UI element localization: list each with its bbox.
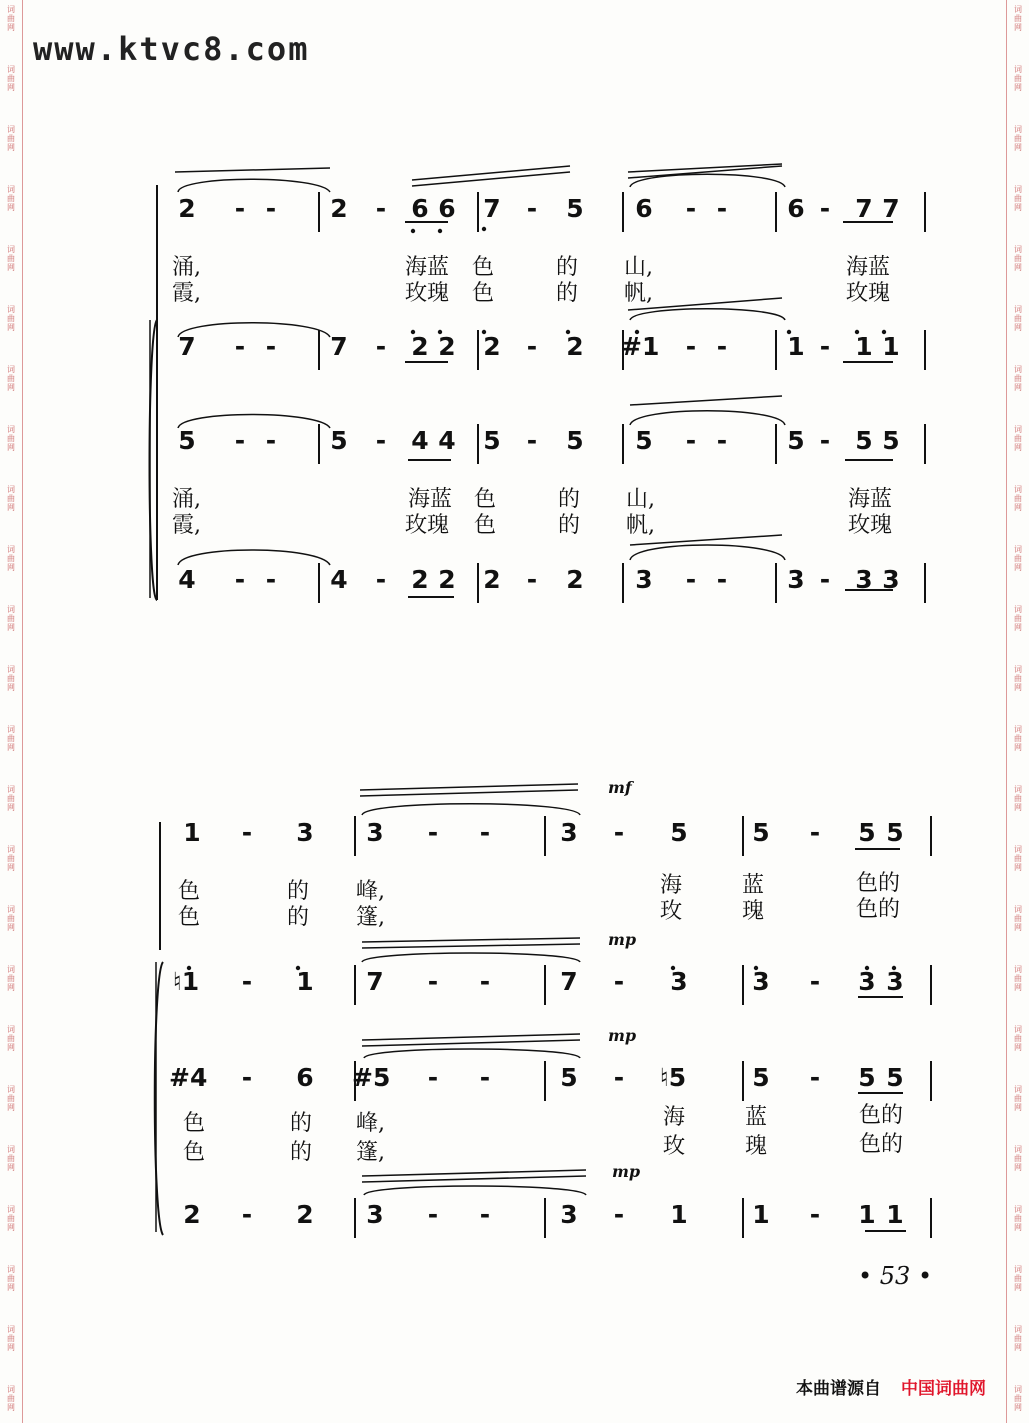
lyric: 的 [287, 879, 310, 904]
watermark-mark: 词 曲 网 [7, 1385, 15, 1412]
lyric: 的 [558, 487, 581, 512]
dash-note: - [716, 332, 728, 361]
dash-note: - [265, 194, 277, 223]
dash-note: - [234, 332, 246, 361]
lyric: 的 [290, 1140, 313, 1165]
watermark-mark: 词 曲 网 [1014, 845, 1022, 872]
lyric: 色 [183, 1111, 206, 1136]
jianpu-note: ♮5 [659, 1063, 687, 1092]
jianpu-note: 1 [183, 818, 201, 847]
watermark-mark: 词 曲 网 [7, 905, 15, 932]
jianpu-note: 5 [882, 426, 900, 455]
jianpu-note: 5 [855, 426, 873, 455]
jianpu-note: 7 [330, 332, 348, 361]
watermark-mark: 词 曲 网 [7, 65, 15, 92]
dash-note: - [809, 818, 821, 847]
jianpu-note: 6 [296, 1063, 314, 1092]
jianpu-note: 5 [886, 1063, 904, 1092]
watermark-mark: 词 曲 网 [1014, 245, 1022, 272]
dash-note: - [375, 332, 387, 361]
watermark-mark: 词 曲 网 [7, 1325, 15, 1352]
jianpu-note: 2 [411, 332, 429, 361]
dash-note: - [613, 1063, 625, 1092]
watermark-mark: 词 曲 网 [7, 5, 15, 32]
jianpu-note: 1 [855, 332, 873, 361]
lyric: 帆, [624, 281, 653, 306]
jianpu-note: 5 [886, 818, 904, 847]
jianpu-note: 7 [178, 332, 196, 361]
barline [544, 816, 546, 856]
jianpu-note: 5 [560, 1063, 578, 1092]
s2-part-4-notes [0, 1198, 1029, 1232]
lyric: 色的 [859, 1103, 904, 1128]
watermark-mark: 词 曲 网 [1014, 485, 1022, 512]
barline [544, 1061, 546, 1101]
dash-note: - [685, 332, 697, 361]
jianpu-note: 5 [752, 818, 770, 847]
lyric: 玫瑰 [846, 281, 891, 306]
jianpu-note: 3 [752, 967, 770, 996]
lyric: 海 [663, 1105, 686, 1130]
lyric: 涌, [172, 487, 201, 512]
lyric: 色的 [859, 1132, 904, 1157]
jianpu-note: 2 [566, 332, 584, 361]
watermark-mark: 词 曲 网 [1014, 665, 1022, 692]
dash-note: - [685, 565, 697, 594]
lyric: 瑰 [745, 1134, 768, 1159]
watermark-mark: 词 曲 网 [7, 1025, 15, 1052]
watermark-mark: 词 曲 网 [1014, 605, 1022, 632]
s2-part-3-notes [0, 1061, 1029, 1095]
lyric: 色的 [856, 897, 901, 922]
lyric: 霞, [172, 513, 201, 538]
watermark-mark: 词 曲 网 [7, 665, 15, 692]
lyric: 篷, [356, 1140, 385, 1165]
jianpu-note: 5 [858, 818, 876, 847]
jianpu-note: 2 [330, 194, 348, 223]
watermark-mark: 词 曲 网 [1014, 65, 1022, 92]
barline [742, 965, 744, 1005]
watermark-mark: 词 曲 网 [7, 485, 15, 512]
jianpu-note: 6 [787, 194, 805, 223]
lyric: 色 [178, 905, 201, 930]
jianpu-note: 2 [566, 565, 584, 594]
lyric: 的 [558, 513, 581, 538]
dash-note: - [479, 818, 491, 847]
jianpu-note: 3 [635, 565, 653, 594]
watermark-mark: 词 曲 网 [1014, 905, 1022, 932]
jianpu-note: 6 [411, 194, 429, 223]
lyric: 的 [556, 281, 579, 306]
dash-note: - [685, 426, 697, 455]
barline [544, 965, 546, 1005]
dash-note: - [526, 426, 538, 455]
lyric: 色 [183, 1140, 206, 1165]
watermark-mark: 词 曲 网 [1014, 305, 1022, 332]
lyric: 玫瑰 [848, 513, 893, 538]
watermark-mark: 词 曲 网 [7, 965, 15, 992]
barline [742, 1198, 744, 1238]
watermark-mark: 词 曲 网 [7, 1265, 15, 1292]
jianpu-note: 2 [483, 332, 501, 361]
dash-note: - [265, 426, 277, 455]
jianpu-note: 7 [855, 194, 873, 223]
watermark-mark: 词 曲 网 [7, 305, 15, 332]
dash-note: - [234, 194, 246, 223]
dash-note: - [809, 1200, 821, 1229]
jianpu-note: 3 [787, 565, 805, 594]
dash-note: - [265, 332, 277, 361]
barline [742, 1061, 744, 1101]
jianpu-note: 7 [882, 194, 900, 223]
lyric: 峰, [356, 879, 385, 904]
dash-note: - [809, 967, 821, 996]
jianpu-note: 7 [560, 967, 578, 996]
watermark-mark: 词 曲 网 [7, 185, 15, 212]
watermark-mark: 词 曲 网 [7, 785, 15, 812]
s2-part-2-notes [0, 965, 1029, 999]
jianpu-note: 6 [438, 194, 456, 223]
dash-note: - [716, 194, 728, 223]
lyric: 山, [624, 255, 653, 280]
dynamic-marking: mp [612, 1162, 641, 1181]
lyric: 海蓝 [408, 487, 453, 512]
watermark-mark: 词 曲 网 [7, 605, 15, 632]
watermark-mark: 词 曲 网 [1014, 185, 1022, 212]
jianpu-note: 1 [296, 967, 314, 996]
lyric: 色 [178, 879, 201, 904]
dash-note: - [819, 194, 831, 223]
dash-note: - [234, 565, 246, 594]
lyric: 色 [472, 281, 495, 306]
dash-note: - [716, 426, 728, 455]
lyric: 篷, [356, 905, 385, 930]
dash-note: - [241, 1063, 253, 1092]
lyric: 蓝 [742, 873, 765, 898]
footer-credit [796, 1374, 986, 1399]
jianpu-note: 3 [886, 967, 904, 996]
dash-note: - [613, 1200, 625, 1229]
barline [354, 1198, 356, 1238]
jianpu-note: 3 [366, 818, 384, 847]
jianpu-note: 7 [483, 194, 501, 223]
dash-note: - [716, 565, 728, 594]
dash-note: - [375, 565, 387, 594]
jianpu-note: 4 [178, 565, 196, 594]
lyric: 色 [474, 487, 497, 512]
watermark-mark: 词 曲 网 [1014, 1265, 1022, 1292]
lyric: 玫 [660, 899, 683, 924]
jianpu-note: 2 [296, 1200, 314, 1229]
watermark-mark: 词 曲 网 [1014, 965, 1022, 992]
watermark-mark: 词 曲 网 [7, 845, 15, 872]
lyric: 霞, [172, 281, 201, 306]
watermark-mark: 词 曲 网 [1014, 785, 1022, 812]
watermark-mark: 词 曲 网 [7, 125, 15, 152]
barline [544, 1198, 546, 1238]
jianpu-note: 5 [670, 818, 688, 847]
dash-note: - [427, 1200, 439, 1229]
dash-note: - [479, 1200, 491, 1229]
dash-note: - [265, 565, 277, 594]
jianpu-note: 2 [438, 565, 456, 594]
s2-part-1-notes [0, 816, 1029, 850]
watermark-mark: 词 曲 网 [7, 1205, 15, 1232]
dash-note: - [613, 818, 625, 847]
page-number: • 53 • [858, 1262, 933, 1290]
dash-note: - [241, 818, 253, 847]
lyric: 瑰 [742, 899, 765, 924]
jianpu-note: 2 [411, 565, 429, 594]
lyric: 玫 [663, 1134, 686, 1159]
jianpu-note: 2 [438, 332, 456, 361]
jianpu-note: 1 [752, 1200, 770, 1229]
jianpu-note: 5 [566, 194, 584, 223]
watermark-mark: 词 曲 网 [1014, 725, 1022, 752]
jianpu-note: #1 [621, 332, 660, 361]
dash-note: - [375, 194, 387, 223]
lyric: 峰, [356, 1111, 385, 1136]
lyric: 海蓝 [846, 255, 891, 280]
lyric: 涌, [172, 255, 201, 280]
jianpu-note: 4 [438, 426, 456, 455]
jianpu-note: 3 [882, 565, 900, 594]
dash-note: - [526, 194, 538, 223]
jianpu-note: #4 [169, 1063, 208, 1092]
lyric: 帆, [626, 513, 655, 538]
jianpu-note: 3 [855, 565, 873, 594]
jianpu-note: 5 [330, 426, 348, 455]
watermark-mark: 词 曲 网 [7, 1085, 15, 1112]
dash-note: - [427, 818, 439, 847]
jianpu-note: 5 [787, 426, 805, 455]
barline [930, 1061, 932, 1101]
jianpu-note: ♮1 [172, 967, 200, 996]
watermark-mark: 词 曲 网 [1014, 125, 1022, 152]
lyric: 海 [660, 873, 683, 898]
jianpu-note: 1 [670, 1200, 688, 1229]
jianpu-note: 4 [411, 426, 429, 455]
dash-note: - [427, 1063, 439, 1092]
lyric: 山, [626, 487, 655, 512]
watermark-mark: 词 曲 网 [7, 245, 15, 272]
jianpu-note: 7 [366, 967, 384, 996]
jianpu-note: #5 [352, 1063, 391, 1092]
footer-brand: 中国词曲网 [901, 1379, 986, 1399]
lyric: 的 [556, 255, 579, 280]
dash-note: - [241, 967, 253, 996]
jianpu-note: 2 [183, 1200, 201, 1229]
dynamic-marking: mp [608, 1026, 637, 1045]
dash-note: - [685, 194, 697, 223]
dash-note: - [809, 1063, 821, 1092]
jianpu-note: 2 [178, 194, 196, 223]
barline [930, 1198, 932, 1238]
jianpu-note: 3 [560, 1200, 578, 1229]
dash-note: - [613, 967, 625, 996]
watermark-mark: 词 曲 网 [7, 425, 15, 452]
watermark-mark: 词 曲 网 [7, 725, 15, 752]
dash-note: - [375, 426, 387, 455]
lyric: 蓝 [745, 1105, 768, 1130]
watermark-mark: 词 曲 网 [1014, 1325, 1022, 1352]
lyric: 的 [290, 1111, 313, 1136]
dash-note: - [819, 426, 831, 455]
watermark-mark: 词 曲 网 [1014, 1145, 1022, 1172]
dash-note: - [241, 1200, 253, 1229]
watermark-mark: 词 曲 网 [1014, 365, 1022, 392]
watermark-mark: 词 曲 网 [1014, 425, 1022, 452]
footer-source-label: 本曲谱源自 [796, 1379, 881, 1399]
jianpu-note: 3 [858, 967, 876, 996]
watermark-mark: 词 曲 网 [1014, 1085, 1022, 1112]
jianpu-note: 5 [483, 426, 501, 455]
lyric: 色 [474, 513, 497, 538]
watermark-mark: 词 曲 网 [1014, 1025, 1022, 1052]
jianpu-note: 2 [483, 565, 501, 594]
lyric: 色 [472, 255, 495, 280]
barline [930, 965, 932, 1005]
lyric: 海蓝 [405, 255, 450, 280]
jianpu-note: 3 [560, 818, 578, 847]
dynamic-marking: mp [608, 930, 637, 949]
dash-note: - [427, 967, 439, 996]
watermark-mark: 词 曲 网 [1014, 545, 1022, 572]
barline [742, 816, 744, 856]
dash-note: - [479, 967, 491, 996]
site-url-watermark: www.ktvc8.com [33, 30, 310, 68]
jianpu-note: 4 [330, 565, 348, 594]
dash-note: - [819, 565, 831, 594]
jianpu-note: 5 [752, 1063, 770, 1092]
jianpu-note: 1 [882, 332, 900, 361]
lyric: 玫瑰 [405, 513, 450, 538]
lyric: 海蓝 [848, 487, 893, 512]
dynamic-marking: mf [608, 778, 632, 797]
dash-note: - [234, 426, 246, 455]
jianpu-note: 1 [858, 1200, 876, 1229]
jianpu-note: 3 [296, 818, 314, 847]
jianpu-note: 5 [566, 426, 584, 455]
barline [354, 965, 356, 1005]
jianpu-note: 5 [635, 426, 653, 455]
jianpu-note: 5 [178, 426, 196, 455]
watermark-mark: 词 曲 网 [1014, 1205, 1022, 1232]
dash-note: - [819, 332, 831, 361]
jianpu-note: 3 [670, 967, 688, 996]
watermark-mark: 词 曲 网 [7, 365, 15, 392]
jianpu-note: 3 [366, 1200, 384, 1229]
dash-note: - [526, 332, 538, 361]
dash-note: - [526, 565, 538, 594]
watermark-mark: 词 曲 网 [1014, 5, 1022, 32]
lyric: 玫瑰 [405, 281, 450, 306]
barline [354, 816, 356, 856]
watermark-mark: 词 曲 网 [1014, 1385, 1022, 1412]
watermark-mark: 词 曲 网 [7, 1145, 15, 1172]
watermark-mark: 词 曲 网 [7, 545, 15, 572]
lyric: 色的 [856, 871, 901, 896]
jianpu-note: 5 [858, 1063, 876, 1092]
jianpu-note: 6 [635, 194, 653, 223]
dash-note: - [479, 1063, 491, 1092]
jianpu-note: 1 [886, 1200, 904, 1229]
lyric: 的 [287, 905, 310, 930]
jianpu-note: 1 [787, 332, 805, 361]
barline [930, 816, 932, 856]
